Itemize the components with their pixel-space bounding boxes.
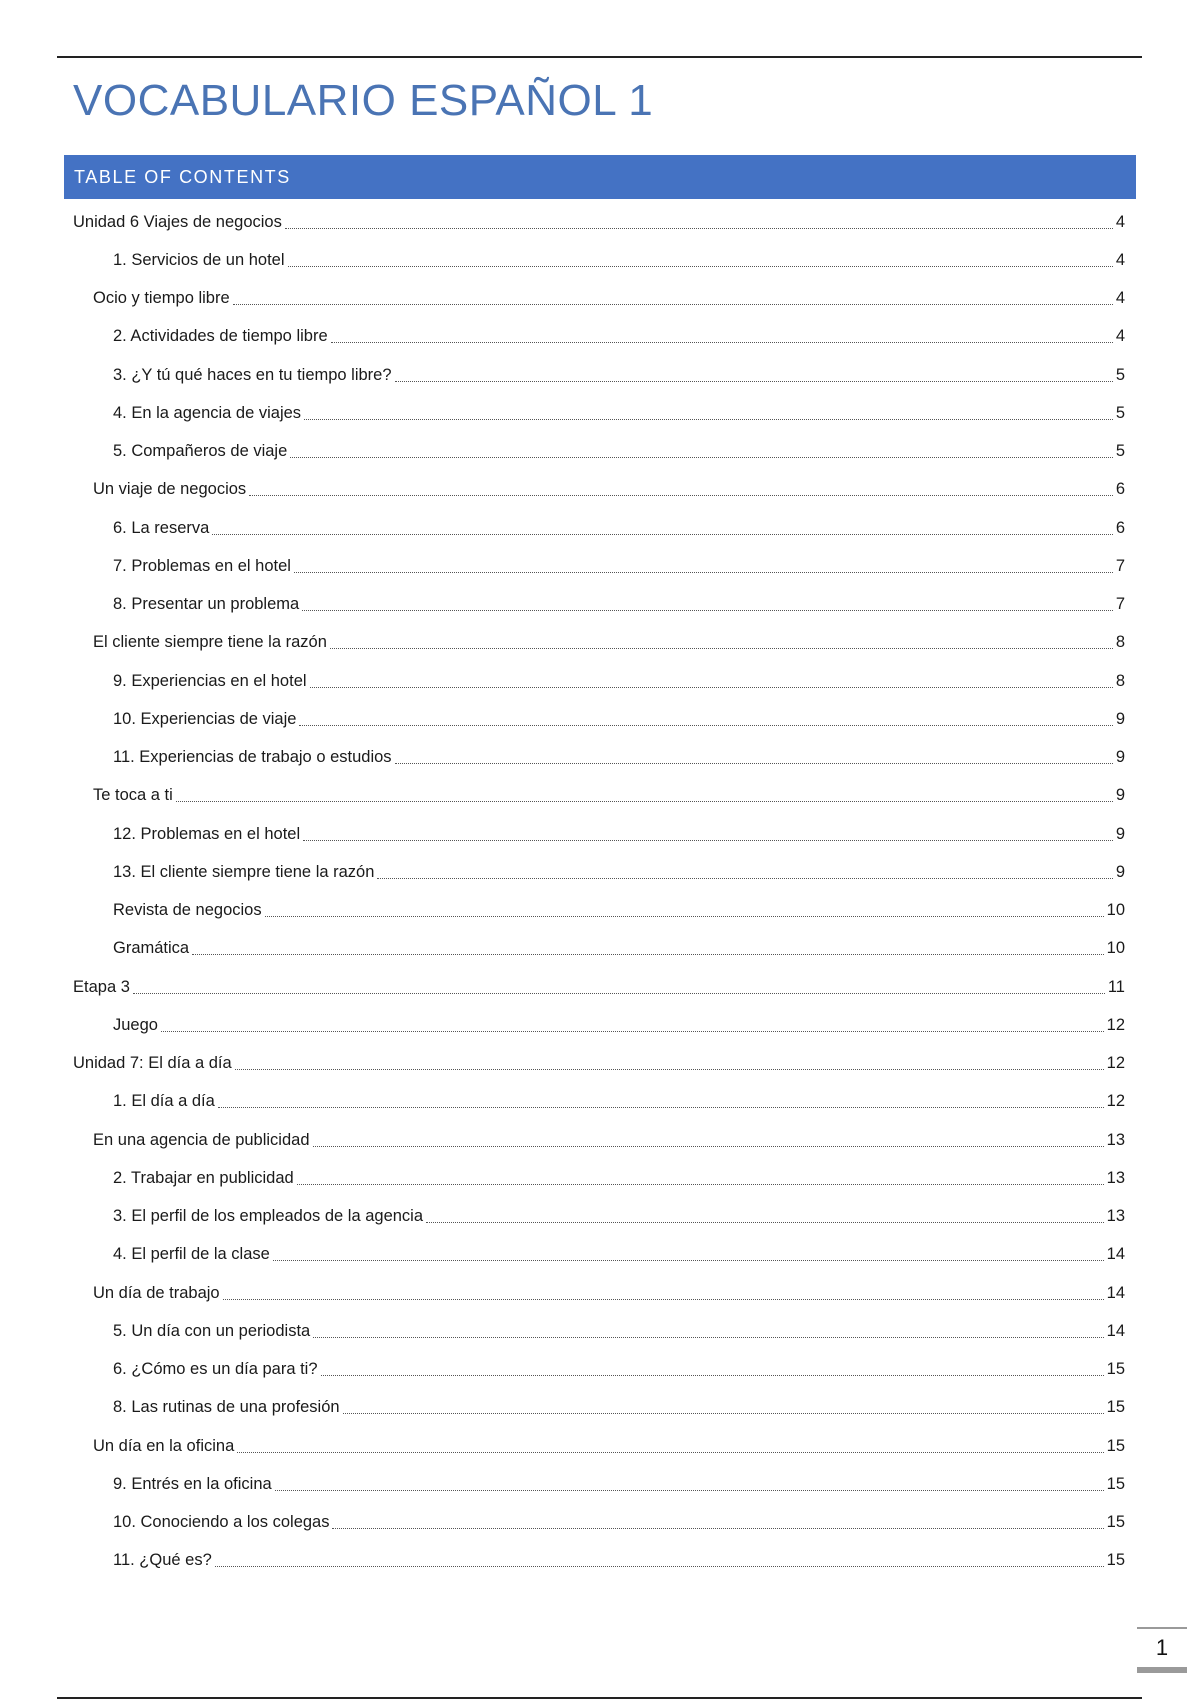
toc-entry-page-number: 9 <box>1115 786 1125 805</box>
toc-dot-leader <box>294 572 1113 573</box>
toc-entry-title: 6. La reserva <box>113 518 210 537</box>
toc-entry-page-number: 5 <box>1115 403 1125 422</box>
document-title: VOCABULARIO ESPAÑOL 1 <box>73 76 654 125</box>
toc-entry-page-number: 4 <box>1115 250 1125 269</box>
toc-entry-title: 10. Conociendo a los colegas <box>113 1513 330 1532</box>
toc-dot-leader <box>265 916 1104 917</box>
toc-entry-title: 11. ¿Qué es? <box>113 1551 212 1570</box>
toc-dot-leader <box>215 1566 1104 1567</box>
toc-entry-page-number: 6 <box>1115 518 1125 537</box>
toc-dot-leader <box>233 304 1113 305</box>
toc-entry[interactable] <box>0 853 1200 891</box>
toc-dot-leader <box>395 763 1113 764</box>
toc-heading: TABLE OF CONTENTS <box>74 166 291 187</box>
toc-entry[interactable] <box>0 356 1200 394</box>
toc-entry-page-number: 14 <box>1106 1245 1125 1264</box>
toc-dot-leader <box>302 610 1113 611</box>
toc-entry-page-number: 4 <box>1115 212 1125 231</box>
toc-entry-page-number: 7 <box>1115 595 1125 614</box>
toc-entry-title: 3. ¿Y tú qué haces en tu tiempo libre? <box>113 365 392 384</box>
toc-entry-title: 9. Experiencias en el hotel <box>113 671 307 690</box>
toc-entry[interactable] <box>0 624 1200 662</box>
bottom-rule <box>57 1697 1142 1699</box>
toc-entry-page-number: 8 <box>1115 633 1125 652</box>
toc-entry[interactable] <box>0 1121 1200 1159</box>
toc-dot-leader <box>133 993 1105 994</box>
toc-entry[interactable] <box>0 318 1200 356</box>
page-number: 1 <box>1137 1627 1187 1673</box>
toc-entry-title: 8. Las rutinas de una profesión <box>113 1398 340 1417</box>
toc-entry-title: 2. Actividades de tiempo libre <box>113 327 328 346</box>
toc-entry[interactable] <box>0 1312 1200 1350</box>
toc-entry-page-number: 13 <box>1106 1130 1125 1149</box>
toc-entry[interactable] <box>0 1006 1200 1044</box>
toc-entry[interactable] <box>0 1083 1200 1121</box>
toc-entry[interactable] <box>0 815 1200 853</box>
toc-entry-page-number: 4 <box>1115 327 1125 346</box>
toc-entry[interactable] <box>0 777 1200 815</box>
toc-entry-title: 13. El cliente siempre tiene la razón <box>113 862 375 881</box>
toc-entry-title: 10. Experiencias de viaje <box>113 709 297 728</box>
toc-entry-page-number: 14 <box>1106 1283 1125 1302</box>
toc-entry-page-number: 5 <box>1115 442 1125 461</box>
toc-dot-leader <box>313 1337 1103 1338</box>
toc-entry-title: Revista de negocios <box>113 901 262 920</box>
toc-entry[interactable] <box>0 547 1200 585</box>
toc-entry[interactable] <box>0 1274 1200 1312</box>
toc-entry-title: 12. Problemas en el hotel <box>113 824 301 843</box>
toc-dot-leader <box>331 342 1113 343</box>
toc-dot-leader <box>299 725 1112 726</box>
toc-entry-page-number: 12 <box>1106 1092 1125 1111</box>
toc-entry-title: 5. Un día con un periodista <box>113 1321 311 1340</box>
toc-dot-leader <box>313 1146 1104 1147</box>
toc-entry[interactable] <box>0 662 1200 700</box>
toc-dot-leader <box>161 1031 1104 1032</box>
toc-entry-page-number: 12 <box>1106 1054 1125 1073</box>
toc-entry-page-number: 12 <box>1106 1015 1125 1034</box>
toc-dot-leader <box>288 266 1113 267</box>
toc-dot-leader <box>426 1222 1104 1223</box>
toc-entry-title: 8. Presentar un problema <box>113 595 300 614</box>
toc-dot-leader <box>297 1184 1104 1185</box>
toc-entry[interactable] <box>0 203 1200 241</box>
toc-entry-title: Un viaje de negocios <box>93 480 247 499</box>
toc-entry-title: 11. Experiencias de trabajo o estudios <box>113 748 392 767</box>
toc-entry-page-number: 15 <box>1106 1551 1125 1570</box>
toc-entry-page-number: 9 <box>1115 862 1125 881</box>
toc-entry-title: 2. Trabajar en publicidad <box>113 1168 294 1187</box>
table-of-contents <box>0 203 1200 1580</box>
toc-dot-leader <box>192 954 1104 955</box>
toc-entry-title: 1. Servicios de un hotel <box>113 250 285 269</box>
toc-entry-title: 7. Problemas en el hotel <box>113 556 291 575</box>
toc-entry-page-number: 15 <box>1106 1360 1125 1379</box>
toc-entry-title: Unidad 6 Viajes de negocios <box>73 212 282 231</box>
toc-entry[interactable] <box>0 739 1200 777</box>
toc-entry-page-number: 9 <box>1115 748 1125 767</box>
toc-entry-title: Unidad 7: El día a día <box>73 1054 232 1073</box>
toc-entry-page-number: 10 <box>1106 939 1125 958</box>
toc-dot-leader <box>304 419 1113 420</box>
toc-dot-leader <box>218 1107 1104 1108</box>
toc-dot-leader <box>310 687 1113 688</box>
toc-dot-leader <box>176 801 1113 802</box>
toc-entry-title: El cliente siempre tiene la razón <box>93 633 327 652</box>
toc-dot-leader <box>237 1452 1103 1453</box>
toc-entry-page-number: 10 <box>1106 901 1125 920</box>
toc-entry-page-number: 7 <box>1115 556 1125 575</box>
toc-entry-title: 3. El perfil de los empleados de la agencia <box>113 1207 424 1226</box>
toc-entry-title: Un día de trabajo <box>93 1283 220 1302</box>
toc-entry[interactable] <box>0 1198 1200 1236</box>
toc-entry-page-number: 5 <box>1115 365 1125 384</box>
toc-dot-leader <box>321 1375 1104 1376</box>
toc-dot-leader <box>249 495 1113 496</box>
toc-entry-page-number: 15 <box>1106 1436 1125 1455</box>
toc-entry[interactable] <box>0 1045 1200 1083</box>
toc-entry[interactable] <box>0 394 1200 432</box>
top-rule <box>57 56 1142 58</box>
toc-entry-page-number: 14 <box>1106 1321 1125 1340</box>
toc-entry-page-number: 4 <box>1115 289 1125 308</box>
toc-entry-title: Un día en la oficina <box>93 1436 235 1455</box>
toc-entry-title: Ocio y tiempo libre <box>93 289 230 308</box>
toc-dot-leader <box>303 840 1113 841</box>
toc-entry-title: Gramática <box>113 939 190 958</box>
toc-entry[interactable] <box>0 1542 1200 1580</box>
toc-entry-title: Etapa 3 <box>73 977 130 996</box>
toc-entry[interactable] <box>0 280 1200 318</box>
toc-entry-page-number: 15 <box>1106 1398 1125 1417</box>
toc-entry-title: 1. El día a día <box>113 1092 215 1111</box>
toc-entry-title: 4. El perfil de la clase <box>113 1245 270 1264</box>
toc-entry-title: En una agencia de publicidad <box>93 1130 310 1149</box>
toc-entry-page-number: 9 <box>1115 709 1125 728</box>
toc-entry-title: Juego <box>113 1015 158 1034</box>
toc-entry-page-number: 13 <box>1106 1207 1125 1226</box>
toc-dot-leader <box>330 648 1113 649</box>
toc-entry[interactable] <box>0 1236 1200 1274</box>
toc-entry-page-number: 6 <box>1115 480 1125 499</box>
toc-entry[interactable] <box>0 1427 1200 1465</box>
toc-entry[interactable] <box>0 586 1200 624</box>
toc-entry[interactable] <box>0 1351 1200 1389</box>
toc-entry[interactable] <box>0 471 1200 509</box>
toc-dot-leader <box>275 1490 1104 1491</box>
toc-dot-leader <box>332 1528 1103 1529</box>
toc-entry-page-number: 8 <box>1115 671 1125 690</box>
toc-entry-title: 5. Compañeros de viaje <box>113 442 288 461</box>
toc-entry[interactable] <box>0 930 1200 968</box>
toc-dot-leader <box>273 1260 1104 1261</box>
toc-dot-leader <box>377 878 1112 879</box>
toc-entry-title: 4. En la agencia de viajes <box>113 403 302 422</box>
toc-entry[interactable] <box>0 509 1200 547</box>
toc-entry[interactable] <box>0 700 1200 738</box>
toc-entry-page-number: 15 <box>1106 1513 1125 1532</box>
toc-entry-title: Te toca a ti <box>93 786 173 805</box>
toc-entry[interactable] <box>0 892 1200 930</box>
toc-entry[interactable] <box>0 968 1200 1006</box>
toc-entry[interactable] <box>0 1389 1200 1427</box>
toc-dot-leader <box>235 1069 1104 1070</box>
toc-entry[interactable] <box>0 433 1200 471</box>
toc-dot-leader <box>212 534 1113 535</box>
toc-dot-leader <box>395 381 1113 382</box>
toc-entry-page-number: 13 <box>1106 1168 1125 1187</box>
toc-dot-leader <box>290 457 1113 458</box>
toc-dot-leader <box>223 1299 1104 1300</box>
toc-entry-page-number: 15 <box>1106 1474 1125 1493</box>
toc-entry-title: 9. Entrés en la oficina <box>113 1474 272 1493</box>
toc-entry-page-number: 11 <box>1107 977 1125 996</box>
toc-dot-leader <box>343 1413 1104 1414</box>
toc-entry[interactable] <box>0 241 1200 279</box>
toc-entry[interactable] <box>0 1159 1200 1197</box>
toc-dot-leader <box>285 228 1113 229</box>
toc-entry[interactable] <box>0 1465 1200 1503</box>
toc-entry[interactable] <box>0 1504 1200 1542</box>
toc-header-bar <box>64 155 1136 199</box>
toc-entry-page-number: 9 <box>1115 824 1125 843</box>
toc-entry-title: 6. ¿Cómo es un día para ti? <box>113 1360 318 1379</box>
